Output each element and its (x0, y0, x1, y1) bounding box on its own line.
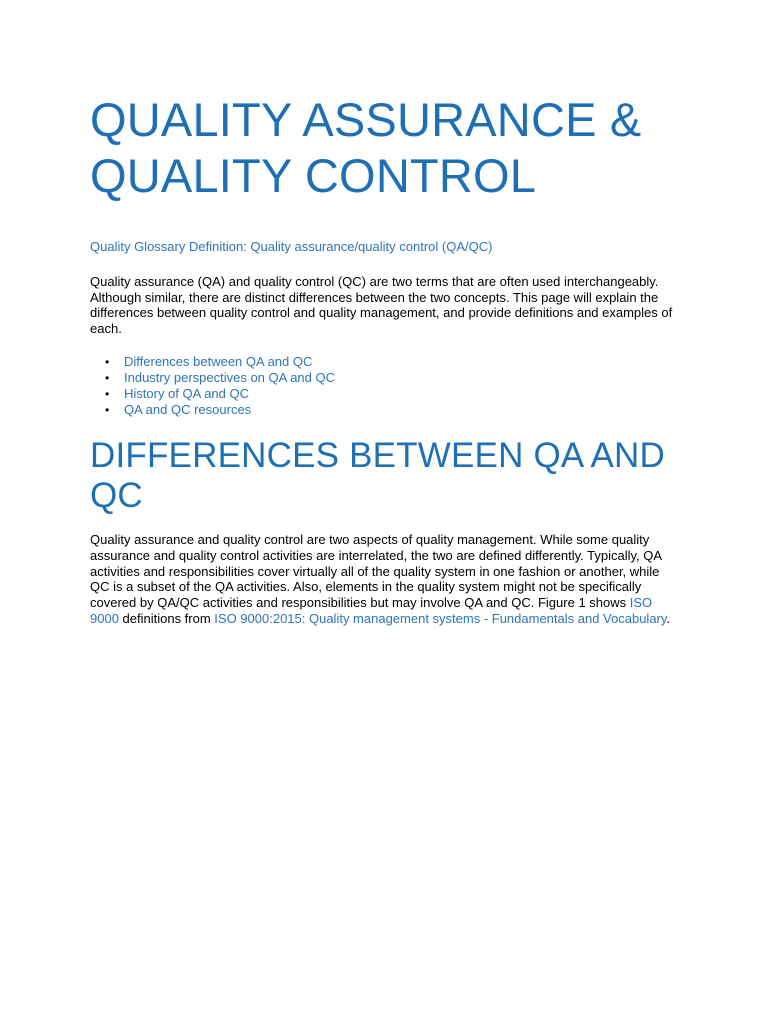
glossary-definition-link[interactable]: Quality Glossary Definition: Quality assurance/quality control (QA/QC) (90, 239, 493, 254)
toc-item-resources[interactable] (90, 402, 335, 418)
toc-item-label[interactable]: Differences between QA and QC (124, 354, 313, 369)
body-text-part3: . (666, 610, 671, 626)
page-title: QUALITY ASSURANCE & QUALITY CONTROL (90, 93, 642, 202)
body-text-part2: definitions from (118, 610, 215, 626)
bullet-icon: • (105, 387, 110, 401)
toc-item-label[interactable]: History of QA and QC (124, 386, 249, 401)
section-body-paragraph (90, 532, 678, 627)
toc-item-industry-perspectives[interactable] (90, 370, 335, 386)
intro-paragraph: Quality assurance (QA) and quality control (QC) are two terms that are often used interchangeably. Although similar, there are distinct differences between the two concepts. This page will explain the differences between quality control and quality management, and provide definitions and examples of each. (90, 274, 673, 336)
bullet-icon: • (105, 371, 110, 385)
table-of-contents (90, 354, 335, 418)
toc-item-label[interactable]: Industry perspectives on QA and QC (124, 370, 335, 385)
bullet-icon: • (105, 403, 110, 417)
section-heading: DIFFERENCES BETWEEN QA AND QC (90, 436, 666, 515)
toc-item-history[interactable] (90, 386, 335, 402)
bullet-icon: • (105, 355, 110, 369)
toc-item-label[interactable]: QA and QC resources (124, 402, 252, 417)
toc-item-differences[interactable] (90, 354, 335, 370)
iso-9000-2015-link[interactable]: ISO 9000:2015: Quality management systems - Fundamentals and Vocabulary (214, 610, 667, 626)
iso-9000-link[interactable]: ISO 9000 (90, 595, 653, 626)
body-text-part1: Quality assurance and quality control are two aspects of quality management. While some quality assurance and quality control activities are interrelated, the two are defined differently. Typically, QA activities and responsibilities cover virtually all of the quality system in one fashion or another, while QC is a subset of the QA activities. Also, elements in the quality system might not be specifically covered by QA/QC activities and responsibilities but may involve QA and QC. Figure 1 shows (90, 532, 662, 611)
